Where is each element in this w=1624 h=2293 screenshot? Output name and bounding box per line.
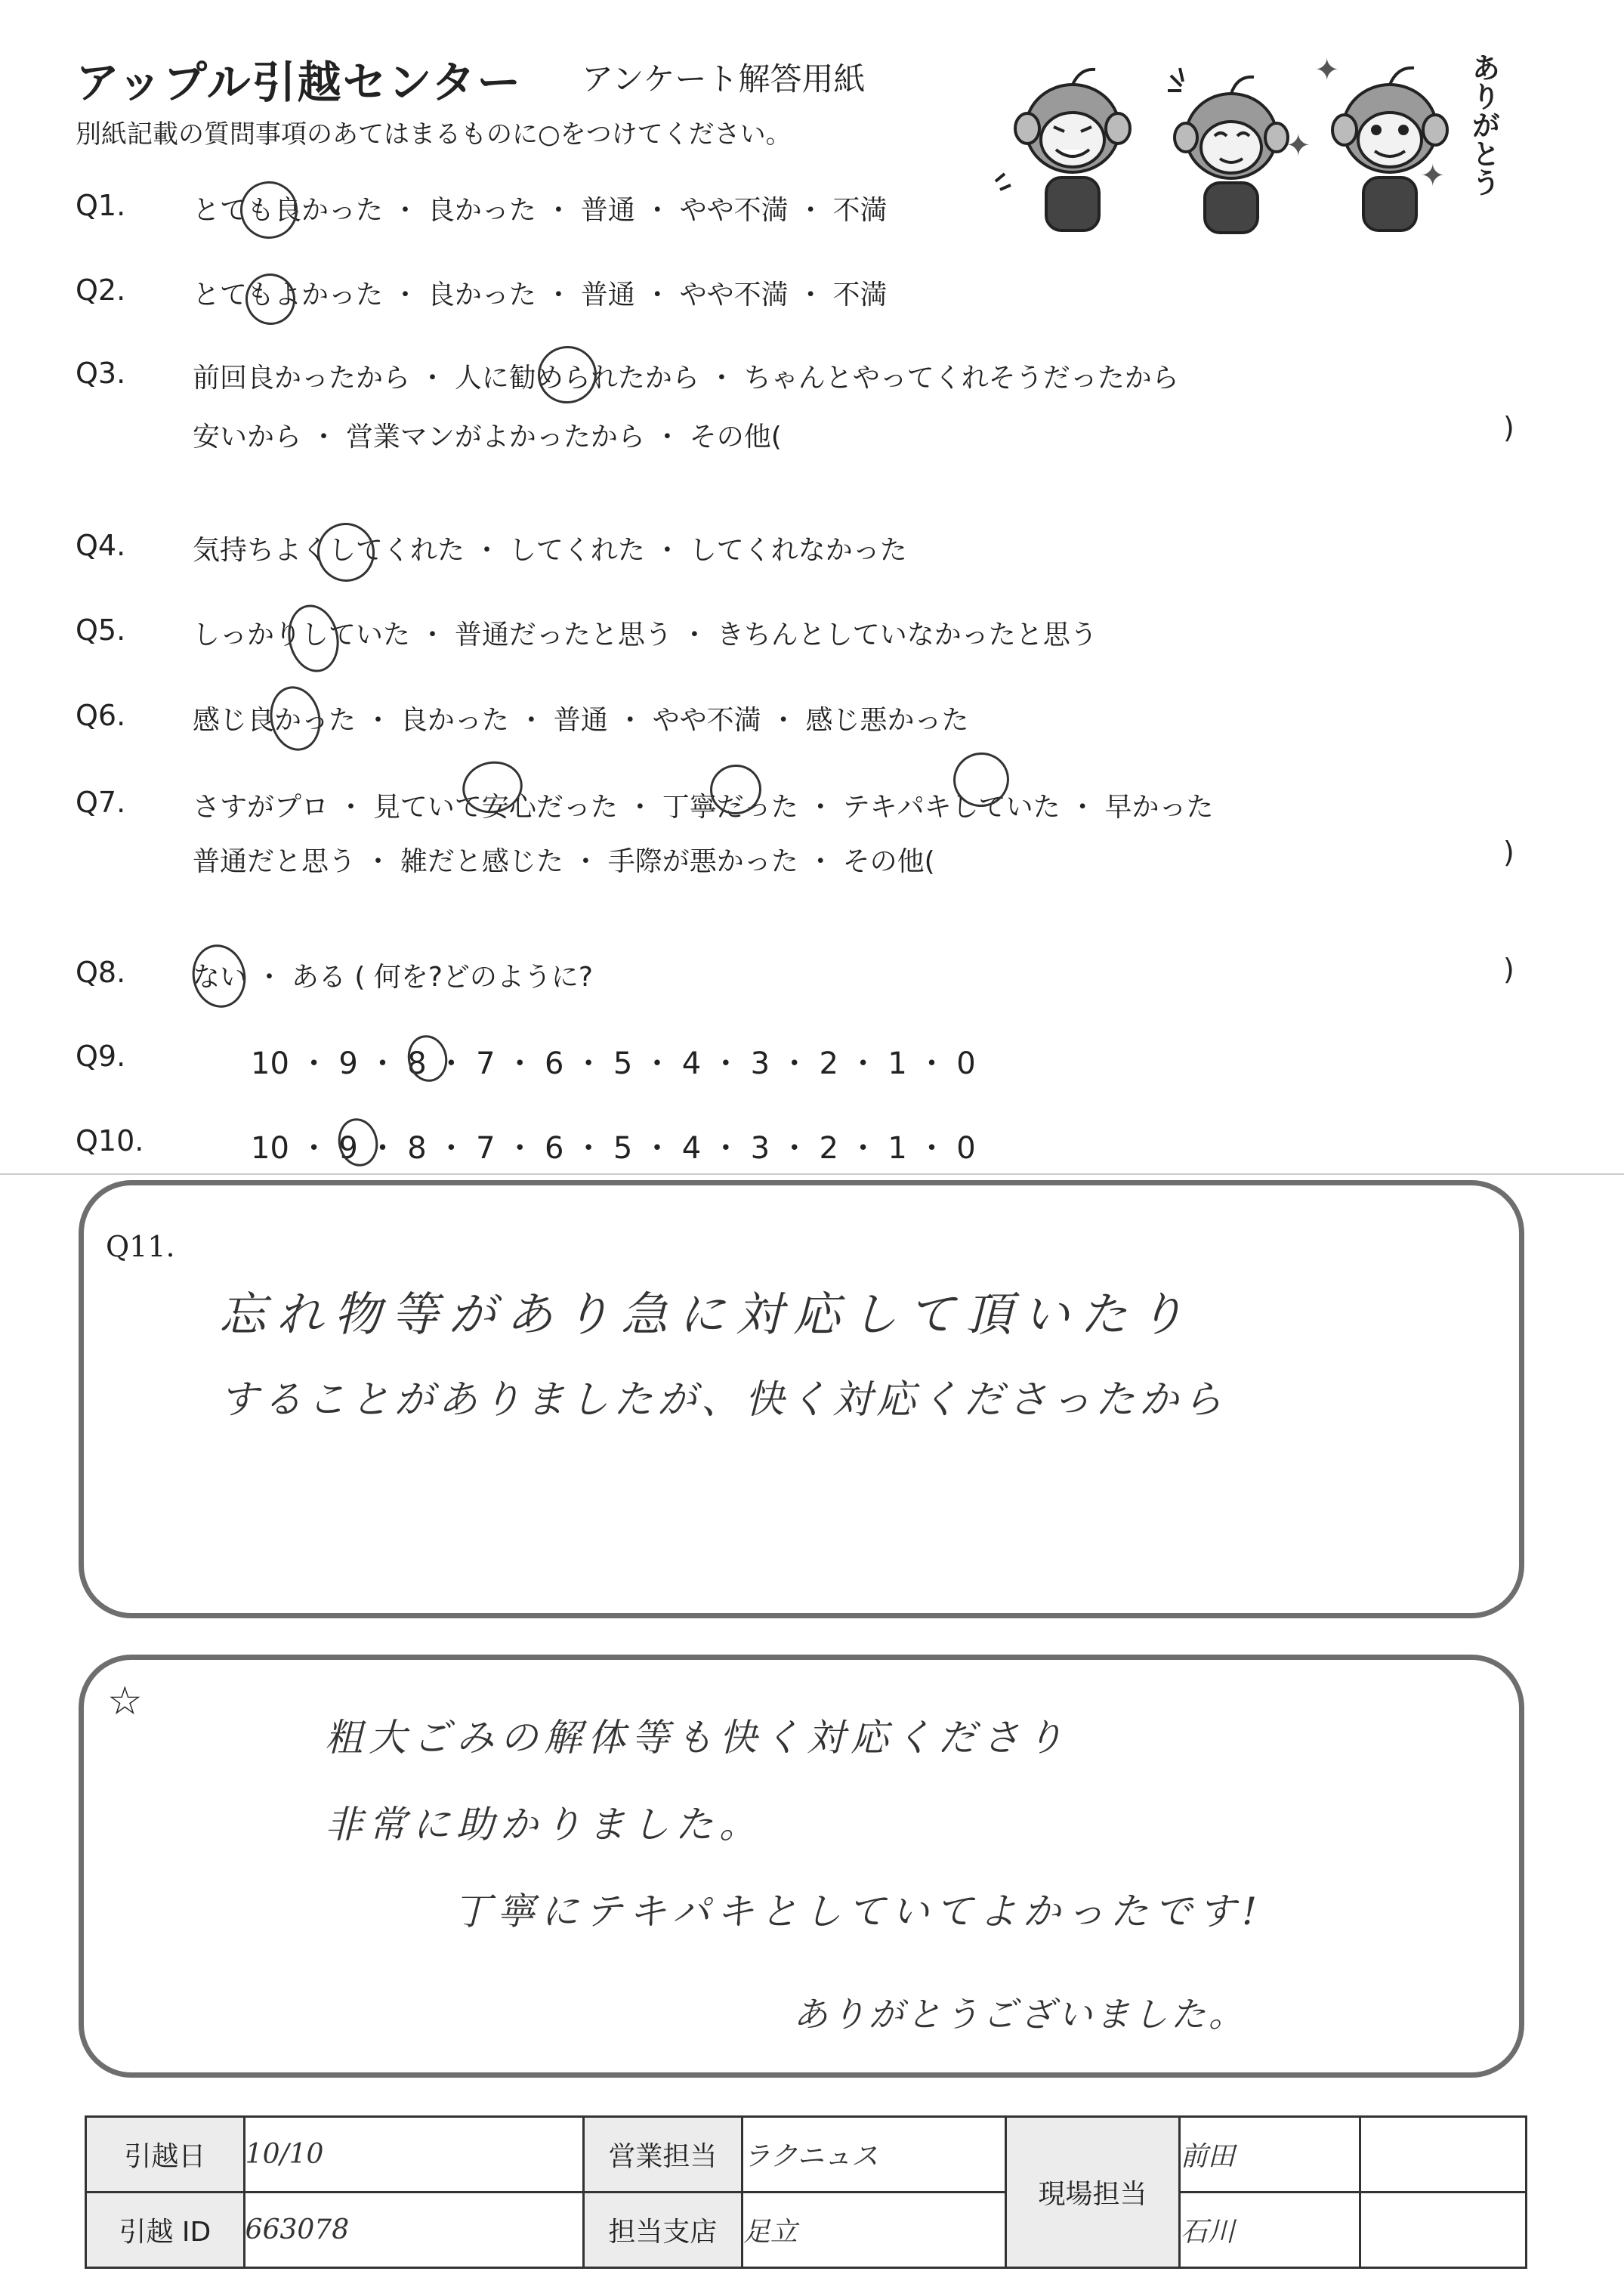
other-paren: )	[1503, 836, 1514, 869]
question-options: しっかりしていた ・ 普通だったと思う ・ きちんとしていなかったと思う	[193, 620, 1098, 651]
question-options: ない ・ ある ( 何を?どのように?	[193, 962, 594, 993]
branch-value[interactable]: 足立	[742, 2193, 1005, 2268]
comment-line: ありがとうございました。	[793, 1994, 1246, 2035]
answer-circle[interactable]	[312, 518, 381, 587]
brand-title: アップル引越センター	[76, 57, 523, 108]
question-options: とてもよかった ・ 良かった ・ 普通 ・ やや不満 ・ 不満	[193, 280, 888, 311]
move-id-label: 引越 ID	[86, 2193, 245, 2268]
sales-label: 営業担当	[584, 2117, 743, 2193]
sparkle-icon: ✦	[1420, 159, 1446, 193]
instruction-text: 別紙記載の質問事項のあてはまるものに○をつけてください。	[76, 119, 792, 150]
question-label: Q2.	[76, 273, 126, 307]
question-label: Q8.	[76, 956, 126, 989]
branch-label: 担当支店	[584, 2193, 743, 2268]
question-q4	[76, 529, 1511, 574]
question-label: Q3.	[76, 357, 126, 390]
site-label: 現場担当	[1006, 2117, 1180, 2268]
question-options-line2: 安いから ・ 営業マンがよかったから ・ その他(	[193, 422, 782, 453]
question-label: Q5.	[76, 613, 126, 647]
sales-value[interactable]: ラクニュス	[742, 2117, 1005, 2193]
star-label: ☆	[107, 1679, 143, 1724]
mascot-caption: ありがとう	[1467, 53, 1500, 196]
question-label: Q10.	[76, 1124, 144, 1157]
move-date-label: 引越日	[86, 2117, 245, 2193]
blank-cell[interactable]	[1360, 2117, 1527, 2193]
question-q7	[76, 786, 1514, 884]
q11-answer-line: することがありましたが、快く対応くださったから	[219, 1377, 1227, 1423]
form-subtitle: アンケート解答用紙	[582, 60, 866, 97]
comment-line: 丁寧にテキパキとしていてよかったです!	[453, 1890, 1264, 1933]
site-value-1[interactable]: 前田	[1179, 2117, 1360, 2193]
question-options: 感じ良かった ・ 良かった ・ 普通 ・ やや不満 ・ 感じ悪かった	[193, 705, 969, 736]
answer-circle[interactable]	[282, 600, 344, 677]
question-q3	[76, 357, 1514, 455]
move-id-value[interactable]: 663078	[244, 2193, 583, 2268]
comment-line: 粗大ごみの解体等も快く対応くださり	[325, 1716, 1070, 1760]
question-options: 10 ・ 9 ・ 8 ・ 7 ・ 6 ・ 5 ・ 4 ・ 3 ・ 2 ・ 1 ・ 0	[251, 1046, 976, 1081]
question-options-line2: 普通だと思う ・ 雑だと感じた ・ 手際が悪かった ・ その他(	[193, 846, 935, 877]
question-label: Q7.	[76, 786, 126, 819]
question-options: 気持ちよくしてくれた ・ してくれた ・ してくれなかった	[193, 535, 907, 566]
question-q8	[76, 953, 1514, 1001]
q11-label: Q11.	[106, 1230, 175, 1263]
question-label: Q1.	[76, 189, 126, 222]
blank-cell[interactable]	[1360, 2193, 1527, 2268]
question-label: Q6.	[76, 699, 126, 732]
site-value-2[interactable]: 石川	[1179, 2193, 1360, 2268]
question-q10	[76, 1124, 1511, 1170]
sparkle-icon: ✦	[1286, 128, 1311, 163]
question-label: Q4.	[76, 529, 126, 562]
question-label: Q9.	[76, 1040, 126, 1073]
question-options: 前回良かったから ・ 人に勧められたから ・ ちゃんとやってくれそうだったから	[193, 363, 1179, 394]
info-table	[85, 2115, 1527, 2269]
comment-line: 非常に助かりました。	[325, 1803, 763, 1846]
other-paren: )	[1503, 953, 1514, 986]
sparkle-icon: ✦	[1314, 53, 1340, 88]
question-options: 10 ・ 9 ・ 8 ・ 7 ・ 6 ・ 5 ・ 4 ・ 3 ・ 2 ・ 1 ・ 0	[251, 1131, 976, 1166]
fold-line	[0, 1173, 1624, 1175]
q11-answer-line: 忘れ物等があり急に対応して頂いたり	[219, 1287, 1196, 1342]
answer-circle[interactable]	[264, 681, 326, 756]
question-options: とても良かった ・ 良かった ・ 普通 ・ やや不満 ・ 不満	[193, 195, 888, 226]
question-q9	[76, 1040, 1511, 1085]
answer-circle[interactable]	[187, 940, 252, 1013]
move-date-value[interactable]: 10/10	[244, 2117, 583, 2193]
other-paren: )	[1503, 411, 1514, 444]
question-options: さすがプロ ・ 見ていて安心だった ・ 丁寧だった ・ テキパキしていた ・ 早かった	[193, 792, 1214, 823]
